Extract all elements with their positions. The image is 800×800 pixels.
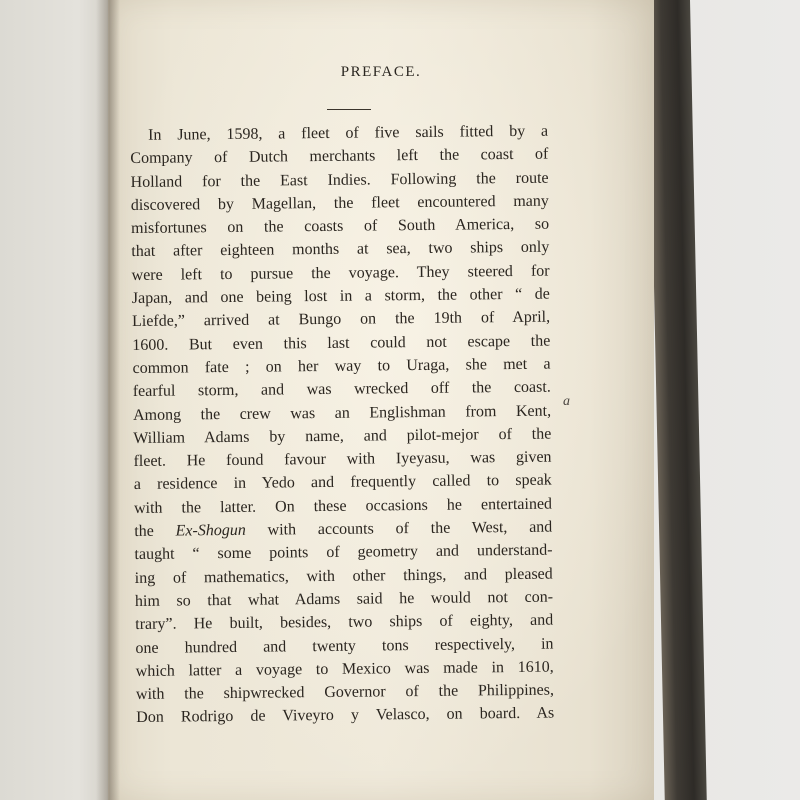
text-line: Among the crew was an Englishman from Kent, [132, 402, 552, 424]
page-title: PREFACE. [340, 64, 422, 80]
text-line: a residence in Yedo and frequently called to speak [133, 472, 552, 494]
text-line: Japan, and one being lost in a storm, the other “ de [131, 285, 550, 308]
pencil-correction: a [563, 394, 570, 409]
text-line: one hundred and twenty tons respectively, in [135, 635, 554, 657]
text-line: Don Rodrigo de Viveyro y Velasco, on board. As [136, 705, 555, 727]
text-line: Holland for the East Indies. Following the route [130, 169, 549, 191]
text-fragment: with accounts of the West, and [245, 518, 553, 539]
text-fragment: the [134, 522, 176, 541]
title-rule [327, 109, 371, 110]
book-page [108, 0, 654, 800]
text-line: discovered by Magellan, the fleet encountered many [130, 192, 549, 214]
book-gutter-shadow [96, 0, 120, 800]
italic-term: Ex-Shogun [175, 521, 246, 540]
text-line: which latter a voyage to Mexico was made in 1610, [135, 658, 554, 680]
text-line: 1600. But even this last could not escape the [132, 332, 551, 354]
preface-text [130, 120, 554, 730]
text-line: William Adams by name, and pilot-mejor of the [133, 425, 552, 447]
text-line: fearful storm, and was wrecked off the coast. [132, 378, 551, 401]
text-line: trary”. He built, besides, two ships of eighty, and [135, 611, 554, 634]
text-line: with the shipwrecked Governor of the Philippines, [135, 681, 555, 704]
text-line: In June, 1598, a fleet of five sails fitted by a [148, 122, 549, 144]
text-line: taught “ some points of geometry and understand- [134, 541, 553, 564]
text-line: common fate ; on her way to Uraga, she met a [132, 355, 551, 377]
text-line: that after eighteen months at sea, two ships only [131, 239, 550, 261]
text-line: Company of Dutch merchants left the coast of [130, 145, 549, 168]
text-line: fleet. He found favour with Iyeyasu, was given [133, 448, 552, 471]
text-line: were left to pursue the voyage. They steered for [131, 262, 550, 284]
book-cover-edge [648, 0, 707, 800]
text-line: ing of mathematics, with other things, and pleased [134, 565, 553, 587]
text-line: him so that what Adams said he would not con- [134, 588, 554, 610]
text-line: misfortunes on the coasts of South America, so [131, 215, 550, 238]
text-line: Liefde,” arrived at Bungo on the 19th of April, [131, 308, 551, 331]
text-line: with the latter. On these occasions he entertained [133, 495, 553, 517]
